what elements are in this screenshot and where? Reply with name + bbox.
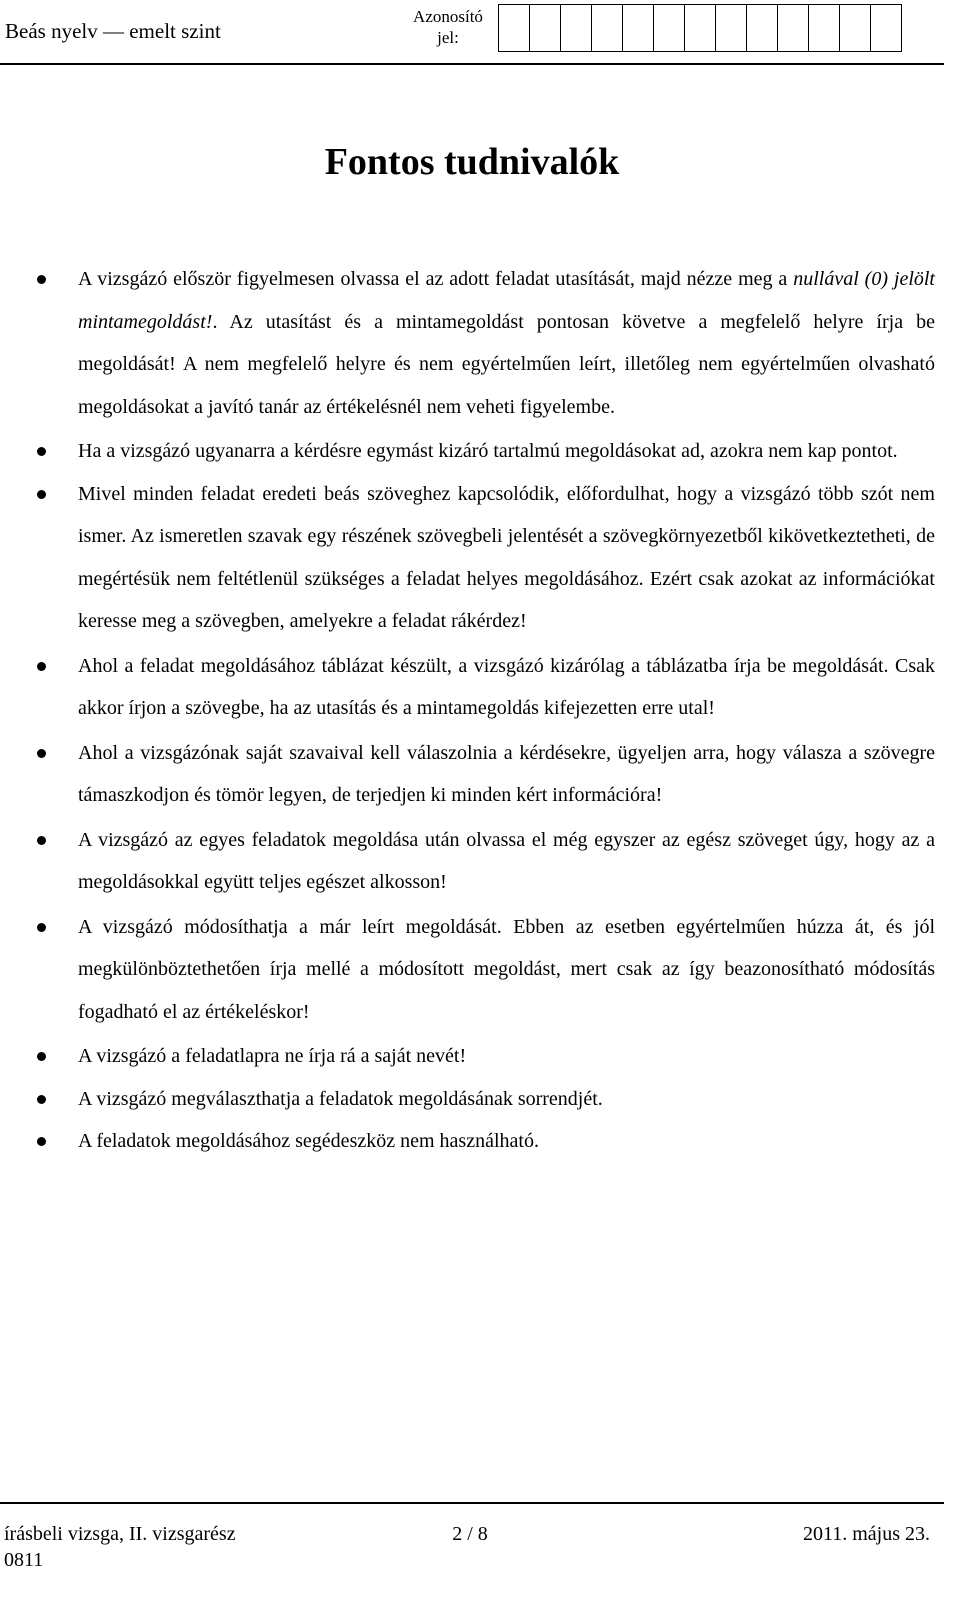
- rule-text: A vizsgázó módosíthatja a már leírt megoldását. Ebben az esetben egyértelműen húzza át, és jól megkülönböztethetően írja mellé a módosított megoldást, mert csak az így beazonosítható módosítás fogadható el az értékeléskor!: [78, 915, 935, 1023]
- bullet-icon: [37, 490, 46, 499]
- bullet-icon: [37, 275, 46, 284]
- id-box[interactable]: [808, 4, 840, 52]
- rule-text: Ha a vizsgázó ugyanarra a kérdésre egymást kizáró tartalmú megoldásokat ad, azokra nem kap pontot.: [78, 440, 898, 462]
- rule-item: [31, 258, 935, 428]
- rule-text: A vizsgázó az egyes feladatok megoldása után olvassa el még egyszer az egész szöveget úgy, hogy az a megoldásokkal együtt teljes egészet alkosson!: [78, 828, 935, 893]
- rule-item: [31, 1035, 935, 1078]
- bullet-icon: [37, 1095, 46, 1104]
- header-subject: Beás nyelv — emelt szint: [5, 19, 221, 43]
- id-box[interactable]: [684, 4, 716, 52]
- bullet-icon: [37, 749, 46, 758]
- id-box[interactable]: [870, 4, 902, 52]
- page-header: [0, 0, 944, 65]
- id-box[interactable]: [529, 4, 561, 52]
- rule-item: [31, 473, 935, 643]
- rule-text: A vizsgázó a feladatlapra ne írja rá a saját nevét!: [78, 1045, 467, 1067]
- rule-item: [31, 1120, 935, 1163]
- id-box[interactable]: [591, 4, 623, 52]
- page-number: 2 / 8: [452, 1523, 488, 1545]
- rule-item: [31, 430, 935, 473]
- rules-list: [31, 258, 935, 1165]
- id-box[interactable]: [653, 4, 685, 52]
- bullet-icon: [37, 836, 46, 845]
- id-box[interactable]: [498, 4, 530, 52]
- rule-item: [31, 1078, 935, 1121]
- id-label: Azonosító jel:: [413, 7, 483, 47]
- rule-text: Ahol a vizsgázónak saját szavaival kell válaszolnia a kérdésekre, ügyeljen arra, hogy válasza a szövegre támaszkodjon és tömör legyen, de terjedjen ki minden kért információra!: [78, 741, 935, 806]
- bullet-icon: [37, 1052, 46, 1061]
- rule-text: A vizsgázó megválaszthatja a feladatok megoldásának sorrendjét.: [78, 1087, 603, 1110]
- footer-exam-code: 0811: [4, 1549, 44, 1571]
- rule-item: [31, 819, 935, 904]
- bullet-icon: [37, 923, 46, 932]
- rule-text: Mivel minden feladat eredeti beás szöveghez kapcsolódik, előfordulhat, hogy a vizsgázó több szót nem ismer. Az ismeretlen szavak egy részének szövegbeli jelentését a szövegkörnyezetből kikövetkeztetheti, de megértésük nem feltétlenül szükséges a feladat helyes megoldásához. Ezért csak azokat az információkat keresse meg a szövegben, amelyekre a feladat rákérdez!: [78, 482, 935, 632]
- id-box[interactable]: [839, 4, 871, 52]
- footer-exam-info: [4, 1521, 236, 1573]
- rule-item: [31, 645, 935, 730]
- bullet-icon: [37, 662, 46, 671]
- rule-text: A vizsgázó először figyelmesen olvassa el az adott feladat utasítását, majd nézze meg a: [78, 268, 794, 290]
- id-box[interactable]: [746, 4, 778, 52]
- bullet-icon: [37, 1137, 46, 1146]
- rule-text: A feladatok megoldásához segédeszköz nem használható.: [78, 1130, 539, 1152]
- id-box[interactable]: [777, 4, 809, 52]
- rule-item: [31, 906, 935, 1034]
- rule-item: [31, 732, 935, 817]
- footer-exam-part: írásbeli vizsga, II. vizsgarész: [4, 1523, 236, 1545]
- id-box[interactable]: [715, 4, 747, 52]
- rule-emphasis: nullával (0) jelölt mintamegoldást!: [78, 268, 935, 333]
- id-box[interactable]: [560, 4, 592, 52]
- footer-divider: [0, 1502, 944, 1504]
- exam-date: 2011. május 23.: [802, 1523, 930, 1545]
- rule-text-continued: . Az utasítást és a mintamegoldást pontosan követve a megfelelő helyre írja be megoldását! A nem megfelelő helyre és nem egyértelműen leírt, illetőleg nem egyértelműen olvasható megoldásokat a javító tanár az értékelésnél nem veheti figyelembe.: [78, 310, 935, 418]
- rule-text: Ahol a feladat megoldásához táblázat készült, a vizsgázó kizárólag a táblázatba írja be megoldását. Csak akkor írjon a szövegbe, ha az utasítás és a mintamegoldás kifejezetten erre utal!: [78, 654, 935, 719]
- page-title: Fontos tudnivalók: [324, 141, 620, 183]
- id-boxes[interactable]: [498, 4, 902, 52]
- id-box[interactable]: [622, 4, 654, 52]
- bullet-icon: [37, 447, 46, 456]
